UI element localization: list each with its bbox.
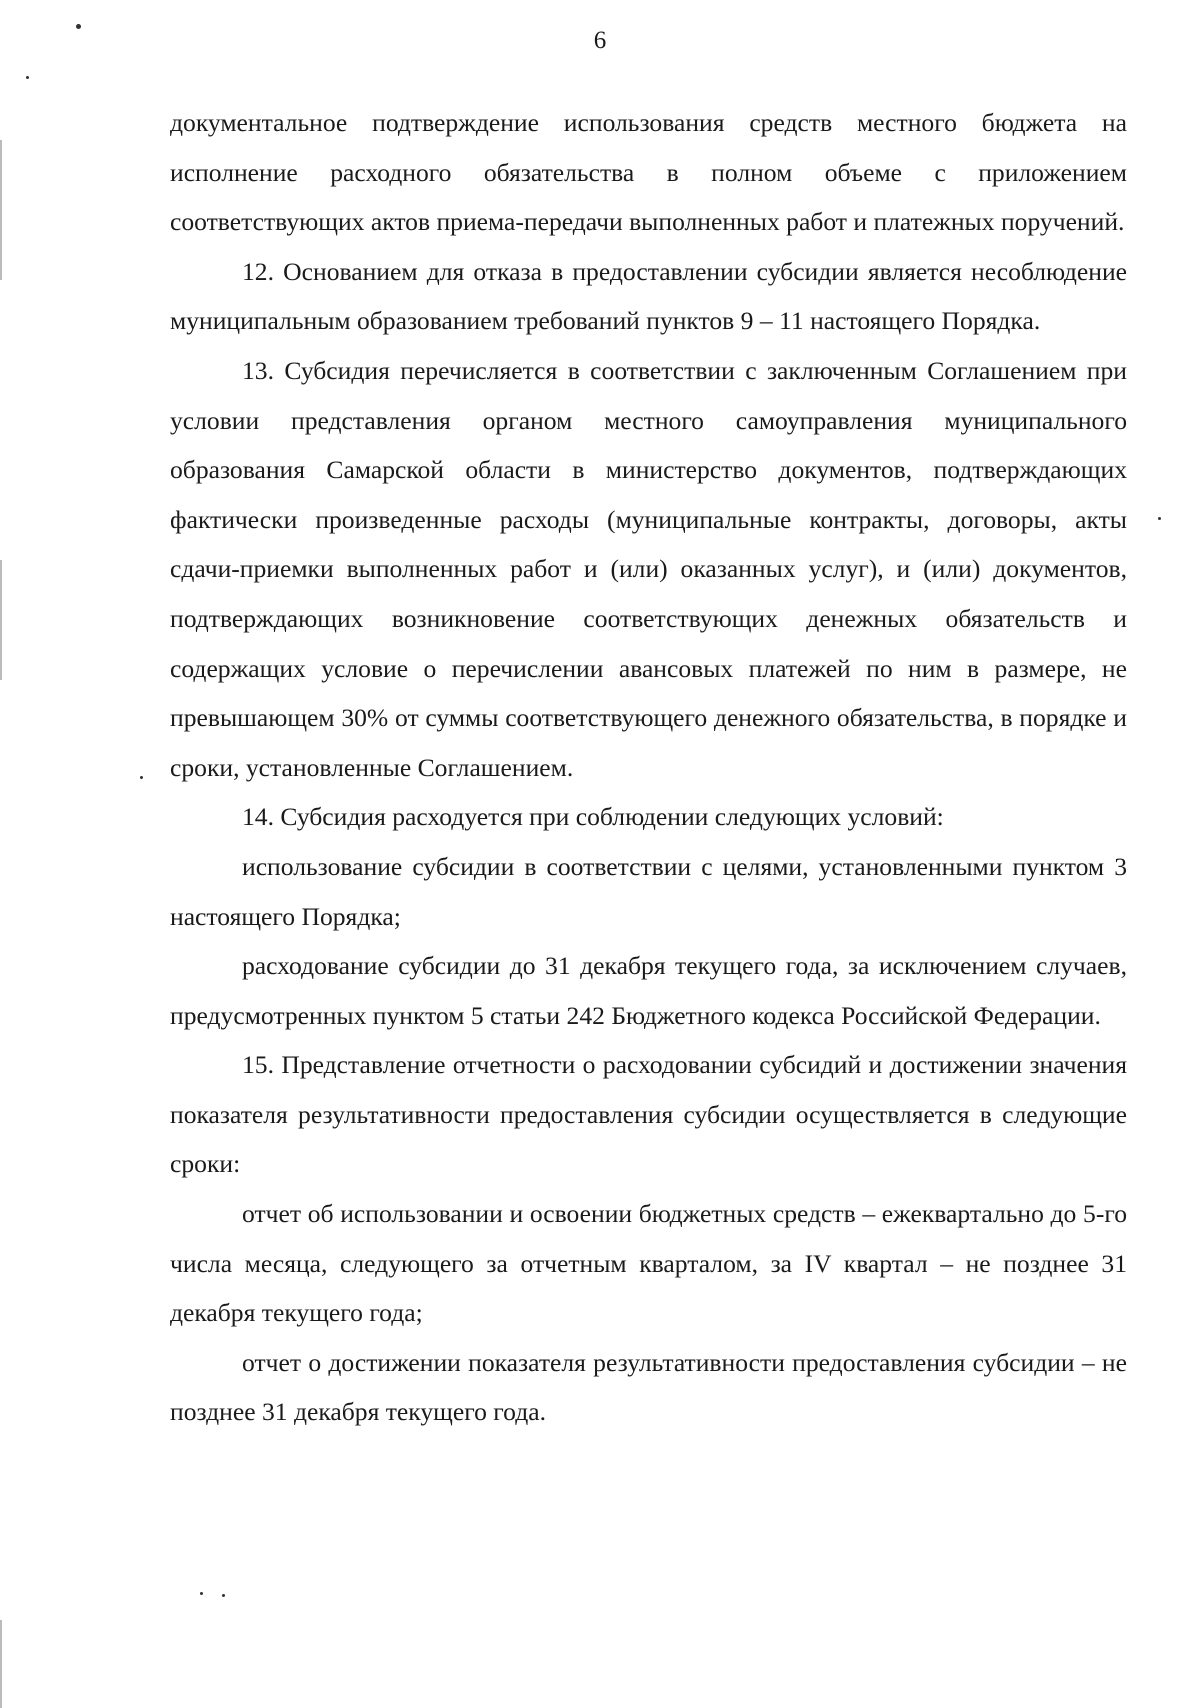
scan-speck <box>76 24 81 29</box>
document-body <box>170 98 1127 1437</box>
scan-speck <box>200 1592 203 1595</box>
paragraph-condition-2: расходование субсидии до 31 декабря текущего года, за исключением случаев, предусмотренных пунктом 5 статьи 242 Бюджетного кодекса Российской Федерации. <box>170 951 1127 1030</box>
scan-edge-line <box>0 1620 2 1708</box>
paragraph-item-12: 12. Основанием для отказа в предоставлении субсидии является несоблюдение муниципальным образованием требований пунктов 9 – 11 настоящего Порядка. <box>170 256 1127 336</box>
scan-speck <box>140 776 143 779</box>
scan-edge-line <box>0 140 2 280</box>
scan-edge-line <box>0 560 2 680</box>
paragraph-continuation: документальное подтверждение использования средств местного бюджета на исполнение расходного обязательства в полном объеме с приложением соответствующих актов приема-передачи выполненных работ и платежных поручений. <box>170 108 1127 237</box>
paragraph-report-2: отчет о достижении показателя результативности предоставления субсидии – не позднее 31 декабря текущего года. <box>170 1347 1127 1427</box>
paragraph-item-14: 14. Субсидия расходуется при соблюдении следующих условий: <box>242 802 944 832</box>
paragraph-item-15: 15. Представление отчетности о расходовании субсидий и достижении значения показателя результативности предоставления субсидии осуществляется в следующие сроки: <box>170 1050 1127 1179</box>
paragraph-report-1: отчет об использовании и освоении бюджетных средств – ежеквартально до 5-го числа месяца, следующего за отчетным кварталом, за IV квартал – не позднее 31 декабря текущего года; <box>170 1199 1127 1328</box>
scan-speck <box>222 1594 225 1597</box>
paragraph-condition-1: использование субсидии в соответствии с целями, установленными пунктом 3 настоящего Порядка; <box>170 851 1127 931</box>
paragraph-item-13: 13. Субсидия перечисляется в соответствии с заключенным Соглашением при условии представления органом местного самоуправления муниципального образования Самарской области в министерство документов, подтверждающих фактически произведенные расходы (муниципальные контракты, договоры, акты сдачи-приемки выполненных работ и (или) оказанных услуг), и (или) документов, подтверждающих возникновение соответствующих денежных обязательств и содержащих условие о перечислении авансовых платежей по ним в размере, не превышающем 30% от суммы соответствующего денежного обязательства, в порядке и сроки, установленные Соглашением. <box>170 355 1127 782</box>
page-number: 6 <box>593 27 607 54</box>
scan-speck <box>26 76 29 79</box>
scan-speck <box>1158 517 1161 520</box>
